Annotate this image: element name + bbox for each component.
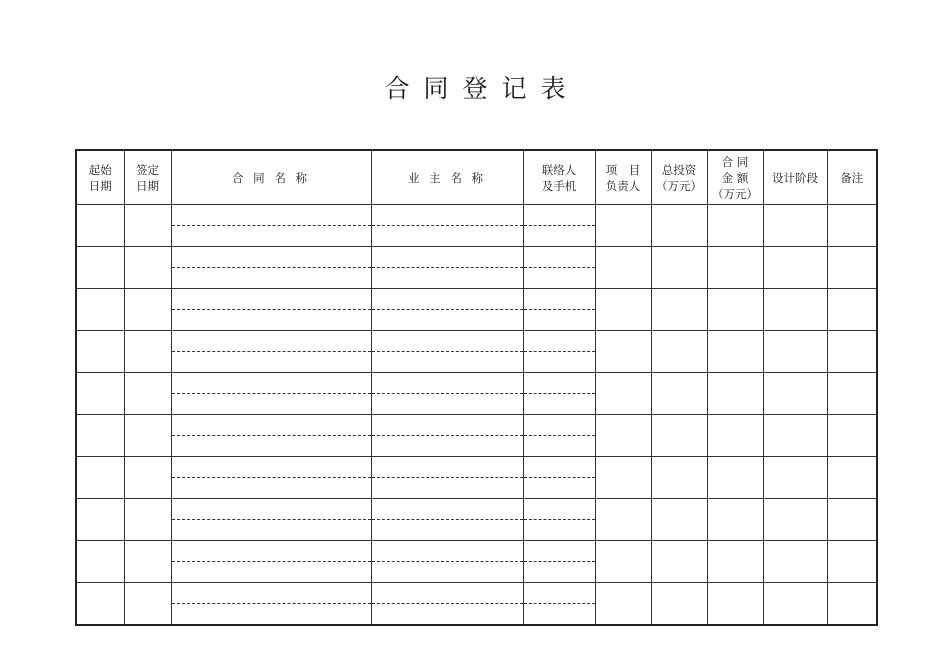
- cell-contract-name[interactable]: [171, 289, 371, 331]
- cell-design-stage[interactable]: [763, 247, 827, 289]
- header-start-date: 起始 日期: [76, 150, 124, 205]
- table-row: [76, 205, 877, 247]
- cell-remarks[interactable]: [827, 541, 877, 583]
- cell-start-date[interactable]: [76, 373, 124, 415]
- cell-contact[interactable]: [523, 415, 595, 457]
- cell-contract-amount[interactable]: [707, 541, 763, 583]
- cell-project-lead[interactable]: [595, 499, 651, 541]
- cell-design-stage[interactable]: [763, 499, 827, 541]
- cell-contract-amount[interactable]: [707, 289, 763, 331]
- cell-remarks[interactable]: [827, 289, 877, 331]
- page-title: 合同登记表: [384, 74, 580, 103]
- header-contract-name: 合 同 名 称: [171, 150, 371, 205]
- cell-total-investment[interactable]: [651, 205, 707, 247]
- cell-design-stage[interactable]: [763, 205, 827, 247]
- cell-contact[interactable]: [523, 373, 595, 415]
- cell-start-date[interactable]: [76, 583, 124, 626]
- table-row: [76, 331, 877, 373]
- cell-owner-name[interactable]: [371, 205, 523, 247]
- cell-start-date[interactable]: [76, 331, 124, 373]
- cell-remarks[interactable]: [827, 331, 877, 373]
- cell-total-investment[interactable]: [651, 541, 707, 583]
- cell-contact[interactable]: [523, 331, 595, 373]
- cell-contact[interactable]: [523, 583, 595, 626]
- cell-total-investment[interactable]: [651, 499, 707, 541]
- cell-sign-date[interactable]: [124, 457, 171, 499]
- table-body: [76, 205, 877, 626]
- cell-sign-date[interactable]: [124, 331, 171, 373]
- cell-owner-name[interactable]: [371, 583, 523, 626]
- cell-design-stage[interactable]: [763, 583, 827, 626]
- cell-project-lead[interactable]: [595, 541, 651, 583]
- cell-contract-name[interactable]: [171, 247, 371, 289]
- cell-sign-date[interactable]: [124, 373, 171, 415]
- cell-design-stage[interactable]: [763, 289, 827, 331]
- table-row: [76, 457, 877, 499]
- cell-owner-name[interactable]: [371, 541, 523, 583]
- cell-remarks[interactable]: [827, 499, 877, 541]
- cell-total-investment[interactable]: [651, 457, 707, 499]
- cell-project-lead[interactable]: [595, 457, 651, 499]
- cell-sign-date[interactable]: [124, 247, 171, 289]
- cell-contract-name[interactable]: [171, 457, 371, 499]
- cell-contract-amount[interactable]: [707, 499, 763, 541]
- cell-total-investment[interactable]: [651, 415, 707, 457]
- header-remarks: 备注: [827, 150, 877, 205]
- cell-total-investment[interactable]: [651, 331, 707, 373]
- cell-remarks[interactable]: [827, 457, 877, 499]
- cell-contract-amount[interactable]: [707, 415, 763, 457]
- header-owner-name: 业 主 名 称: [371, 150, 523, 205]
- contract-register-table: [75, 149, 878, 626]
- table-row: [76, 541, 877, 583]
- cell-total-investment[interactable]: [651, 289, 707, 331]
- header-project-lead: 项 目 负责人: [595, 150, 651, 205]
- cell-sign-date[interactable]: [124, 289, 171, 331]
- header-contact: 联络人 及手机: [523, 150, 595, 205]
- cell-owner-name[interactable]: [371, 247, 523, 289]
- cell-start-date[interactable]: [76, 499, 124, 541]
- cell-design-stage[interactable]: [763, 541, 827, 583]
- cell-contract-name[interactable]: [171, 499, 371, 541]
- cell-total-investment[interactable]: [651, 247, 707, 289]
- cell-sign-date[interactable]: [124, 499, 171, 541]
- cell-contract-name[interactable]: [171, 583, 371, 626]
- cell-contract-amount[interactable]: [707, 331, 763, 373]
- cell-contact[interactable]: [523, 289, 595, 331]
- cell-start-date[interactable]: [76, 205, 124, 247]
- cell-sign-date[interactable]: [124, 583, 171, 626]
- cell-owner-name[interactable]: [371, 457, 523, 499]
- cell-start-date[interactable]: [76, 541, 124, 583]
- header-row: [76, 150, 877, 205]
- cell-contract-amount[interactable]: [707, 205, 763, 247]
- cell-owner-name[interactable]: [371, 289, 523, 331]
- header-total-investment: 总投资 （万元）: [651, 150, 707, 205]
- table-row: [76, 247, 877, 289]
- cell-owner-name[interactable]: [371, 373, 523, 415]
- cell-project-lead[interactable]: [595, 583, 651, 626]
- cell-remarks[interactable]: [827, 373, 877, 415]
- cell-design-stage[interactable]: [763, 373, 827, 415]
- cell-remarks[interactable]: [827, 583, 877, 626]
- cell-design-stage[interactable]: [763, 415, 827, 457]
- cell-start-date[interactable]: [76, 457, 124, 499]
- cell-contract-amount[interactable]: [707, 457, 763, 499]
- cell-project-lead[interactable]: [595, 415, 651, 457]
- cell-contact[interactable]: [523, 247, 595, 289]
- cell-contract-name[interactable]: [171, 331, 371, 373]
- table-row: [76, 499, 877, 541]
- cell-contact[interactable]: [523, 205, 595, 247]
- cell-contract-amount[interactable]: [707, 373, 763, 415]
- cell-remarks[interactable]: [827, 415, 877, 457]
- table-row: [76, 373, 877, 415]
- cell-project-lead[interactable]: [595, 373, 651, 415]
- cell-contact[interactable]: [523, 499, 595, 541]
- cell-contract-amount[interactable]: [707, 583, 763, 626]
- header-sign-date: 签定 日期: [124, 150, 171, 205]
- cell-project-lead[interactable]: [595, 289, 651, 331]
- header-contract-amount: 合 同 金 额 （万元）: [707, 150, 763, 205]
- cell-owner-name[interactable]: [371, 331, 523, 373]
- cell-remarks[interactable]: [827, 247, 877, 289]
- cell-design-stage[interactable]: [763, 457, 827, 499]
- cell-remarks[interactable]: [827, 205, 877, 247]
- cell-sign-date[interactable]: [124, 415, 171, 457]
- table-row: [76, 583, 877, 626]
- header-design-stage: 设计阶段: [763, 150, 827, 205]
- cell-contract-name[interactable]: [171, 373, 371, 415]
- cell-contract-name[interactable]: [171, 415, 371, 457]
- cell-owner-name[interactable]: [371, 499, 523, 541]
- cell-contract-name[interactable]: [171, 541, 371, 583]
- cell-contact[interactable]: [523, 457, 595, 499]
- cell-start-date[interactable]: [76, 415, 124, 457]
- cell-project-lead[interactable]: [595, 331, 651, 373]
- cell-contract-name[interactable]: [171, 205, 371, 247]
- table-row: [76, 289, 877, 331]
- cell-owner-name[interactable]: [371, 415, 523, 457]
- cell-total-investment[interactable]: [651, 373, 707, 415]
- cell-start-date[interactable]: [76, 289, 124, 331]
- table-row: [76, 415, 877, 457]
- cell-design-stage[interactable]: [763, 331, 827, 373]
- cell-total-investment[interactable]: [651, 583, 707, 626]
- cell-project-lead[interactable]: [595, 205, 651, 247]
- cell-start-date[interactable]: [76, 247, 124, 289]
- cell-sign-date[interactable]: [124, 541, 171, 583]
- cell-contact[interactable]: [523, 541, 595, 583]
- cell-contract-amount[interactable]: [707, 247, 763, 289]
- cell-project-lead[interactable]: [595, 247, 651, 289]
- cell-sign-date[interactable]: [124, 205, 171, 247]
